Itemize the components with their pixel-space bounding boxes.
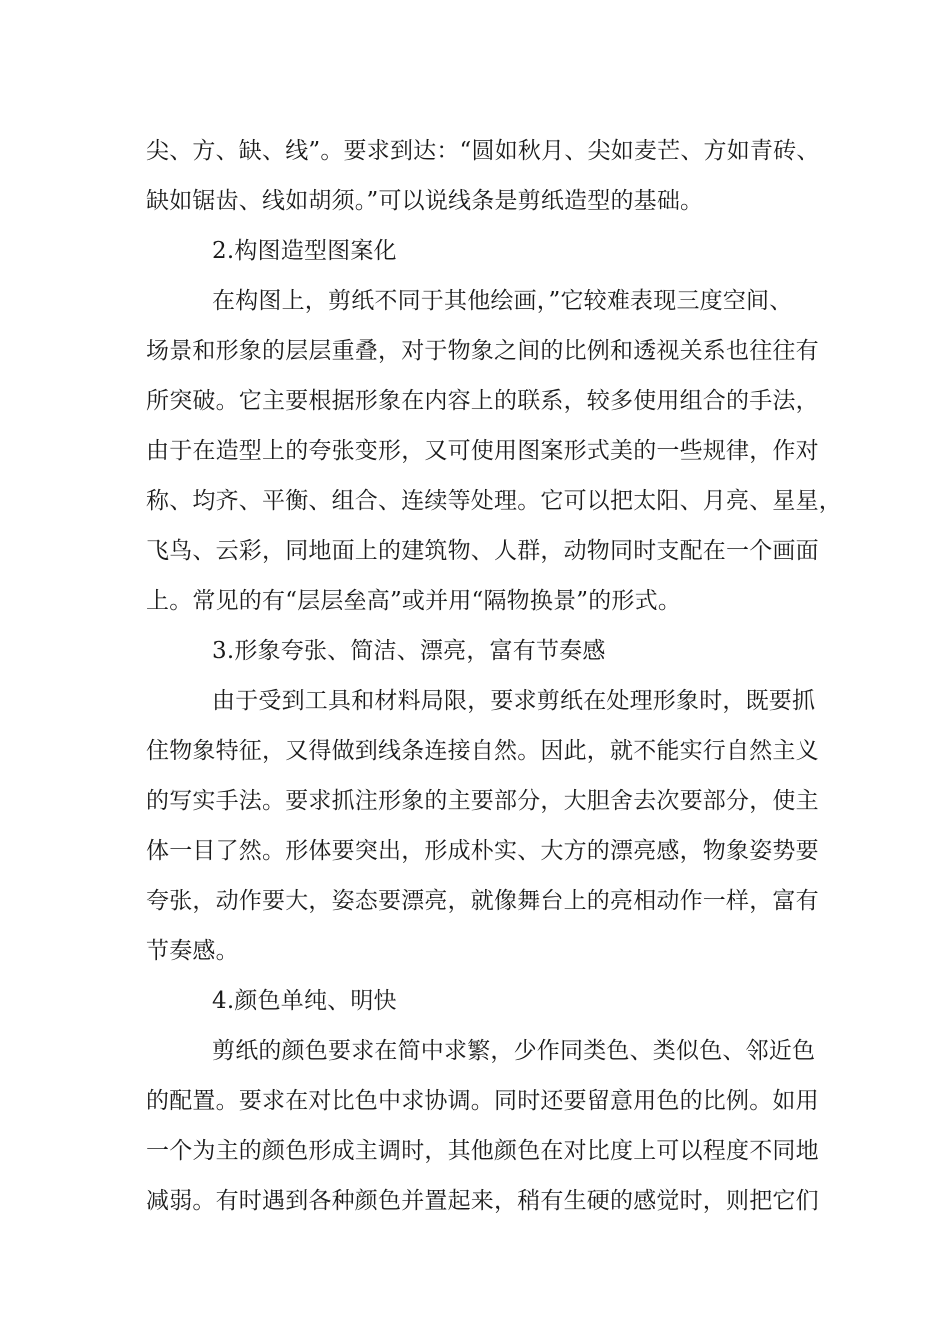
body-text-line: 所突破。它主要根据形象在内容上的联系，较多使用组合的手法， (146, 388, 819, 414)
body-text-line: 一个为主的颜色形成主调时，其他颜色在对比度上可以程度不同地 (146, 1138, 819, 1164)
paragraph-first-line: 剪纸的颜色要求在简中求繁，少作同类色、类似色、邻近色 (212, 1038, 816, 1064)
body-text-line: 夸张，动作要大，姿态要漂亮，就像舞台上的亮相动作一样，富有 (146, 888, 819, 914)
body-text-line: 称、均齐、平衡、组合、连续等处理。它可以把太阳、月亮、星星， (146, 488, 842, 514)
body-text-line: 尖、方、缺、线”。要求到达：“圆如秋月、尖如麦芒、方如青砖、 (146, 138, 820, 164)
body-text-line: 缺如锯齿、线如胡须。”可以说线条是剪纸造型的基础。 (146, 188, 704, 214)
body-text-line: 住物象特征，又得做到线条连接自然。因此，就不能实行自然主义 (146, 738, 819, 764)
body-text-line: 节奏感。 (146, 938, 239, 964)
body-text-line: 飞鸟、云彩，同地面上的建筑物、人群，动物同时支配在一个画面 (146, 538, 819, 564)
paragraph-first-line: 在构图上，剪纸不同于其他绘画，”它较难表现三度空间、 (212, 288, 793, 314)
body-text-line: 的写实手法。要求抓注形象的主要部分，大胆舍去次要部分，使主 (146, 788, 819, 814)
body-text-line: 体一目了然。形体要突出，形成朴实、大方的漂亮感，物象姿势要 (146, 838, 819, 864)
paragraph-first-line: 由于受到工具和材料局限，要求剪纸在处理形象时，既要抓 (212, 688, 816, 714)
body-text-line: 的配置。要求在对比色中求协调。同时还要留意用色的比例。如用 (146, 1088, 819, 1114)
body-text-line: 减弱。有时遇到各种颜色并置起来，稍有生硬的感觉时，则把它们 (146, 1188, 819, 1214)
body-text-line: 场景和形象的层层重叠，对于物象之间的比例和透视关系也往往有 (146, 338, 819, 364)
body-text-line: 由于在造型上的夸张变形，又可使用图案形式美的一些规律，作对 (146, 438, 819, 464)
body-text-line: 上。常见的有“层层垒高”或并用“隔物换景”的形式。 (146, 588, 682, 614)
section-heading: 3.形象夸张、简洁、漂亮，富有节奏感 (212, 638, 606, 664)
section-heading: 4.颜色单纯、明快 (212, 988, 397, 1014)
section-heading: 2.构图造型图案化 (212, 238, 397, 264)
